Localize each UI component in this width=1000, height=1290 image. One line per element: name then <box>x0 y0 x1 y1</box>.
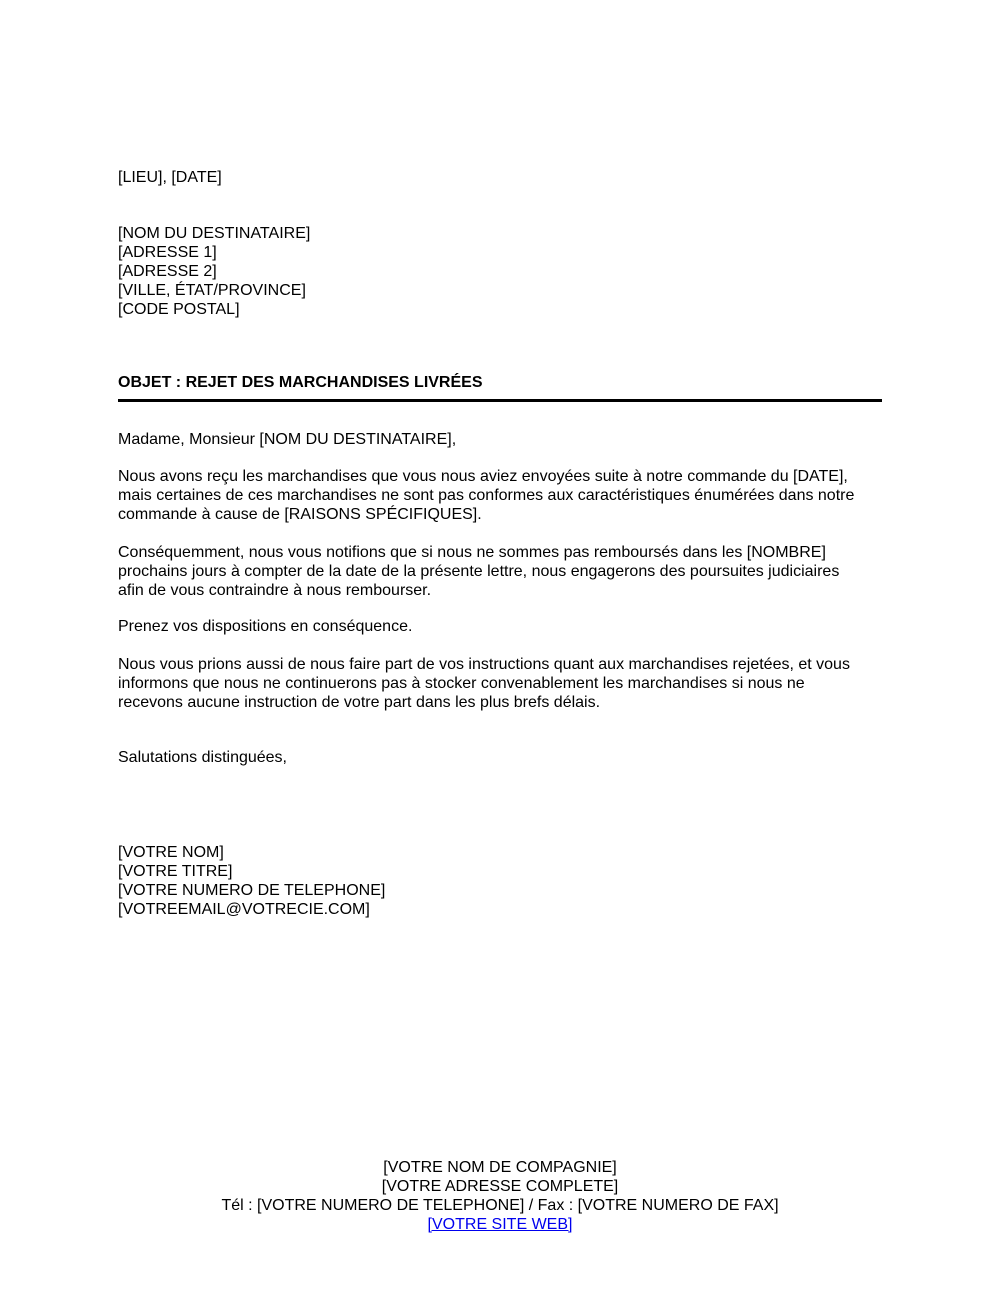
recipient-name: [NOM DU DESTINATAIRE] <box>118 225 311 242</box>
paragraph-line: informons que nous ne continuerons pas à stocker convenablement les marchandises si nous ne <box>118 675 805 692</box>
recipient-address-2: [ADRESSE 2] <box>118 263 217 280</box>
paragraph-line: commande à cause de [RAISONS SPÉCIFIQUES]. <box>118 506 482 523</box>
letterhead-footer <box>0 1158 1000 1234</box>
closing: Salutations distinguées, <box>118 749 287 766</box>
subject-line: OBJET : REJET DES MARCHANDISES LIVRÉES <box>118 374 483 391</box>
sender-title: [VOTRE TITRE] <box>118 863 233 880</box>
footer-contact: Tél : [VOTRE NUMERO DE TELEPHONE] / Fax : [VOTRE NUMERO DE FAX] <box>221 1197 779 1214</box>
sender-phone: [VOTRE NUMERO DE TELEPHONE] <box>118 882 386 899</box>
paragraph-line: Nous vous prions aussi de nous faire part de vos instructions quant aux marchandises rejetées, et vous <box>118 656 850 673</box>
paragraph-line: recevons aucune instruction de votre part dans les plus brefs délais. <box>118 694 601 711</box>
footer-company: [VOTRE NOM DE COMPAGNIE] <box>383 1159 617 1176</box>
sender-name: [VOTRE NOM] <box>118 844 224 861</box>
body-paragraph-1 <box>118 467 888 524</box>
recipient-address-1: [ADRESSE 1] <box>118 244 217 261</box>
body-paragraph-3 <box>118 617 888 636</box>
paragraph-line: Nous avons reçu les marchandises que vous nous aviez envoyées suite à notre commande du [DATE], <box>118 468 848 485</box>
paragraph-line: prochains jours à compter de la date de la présente lettre, nous engagerons des poursuites judiciaires <box>118 563 840 580</box>
paragraph-line: afin de vous contraindre à nous rembourser. <box>118 582 432 599</box>
body-paragraph-2 <box>118 543 888 600</box>
recipient-postal-code: [CODE POSTAL] <box>118 301 240 318</box>
closing-block <box>118 748 888 767</box>
paragraph-line: mais certaines de ces marchandises ne sont pas conformes aux caractéristiques énumérées dans notre <box>118 487 855 504</box>
subject-divider <box>118 399 882 402</box>
footer-website-link[interactable]: [VOTRE SITE WEB] <box>427 1216 573 1233</box>
sender-email: [VOTREEMAIL@VOTRECIE.COM] <box>118 901 370 918</box>
salutation-block <box>118 430 888 449</box>
recipient-city-state: [VILLE, ÉTAT/PROVINCE] <box>118 282 306 299</box>
paragraph-line: Prenez vos dispositions en conséquence. <box>118 618 413 635</box>
body-paragraph-4 <box>118 655 888 712</box>
paragraph-line: Conséquemment, nous vous notifions que si nous ne sommes pas remboursés dans les [NOMBRE] <box>118 544 826 561</box>
salutation: Madame, Monsieur [NOM DU DESTINATAIRE], <box>118 431 457 448</box>
signature-block <box>118 843 888 919</box>
footer-address: [VOTRE ADRESSE COMPLETE] <box>381 1178 619 1195</box>
recipient-address-block <box>118 224 888 319</box>
place-date-block <box>118 168 888 187</box>
place-date: [LIEU], [DATE] <box>118 169 222 186</box>
